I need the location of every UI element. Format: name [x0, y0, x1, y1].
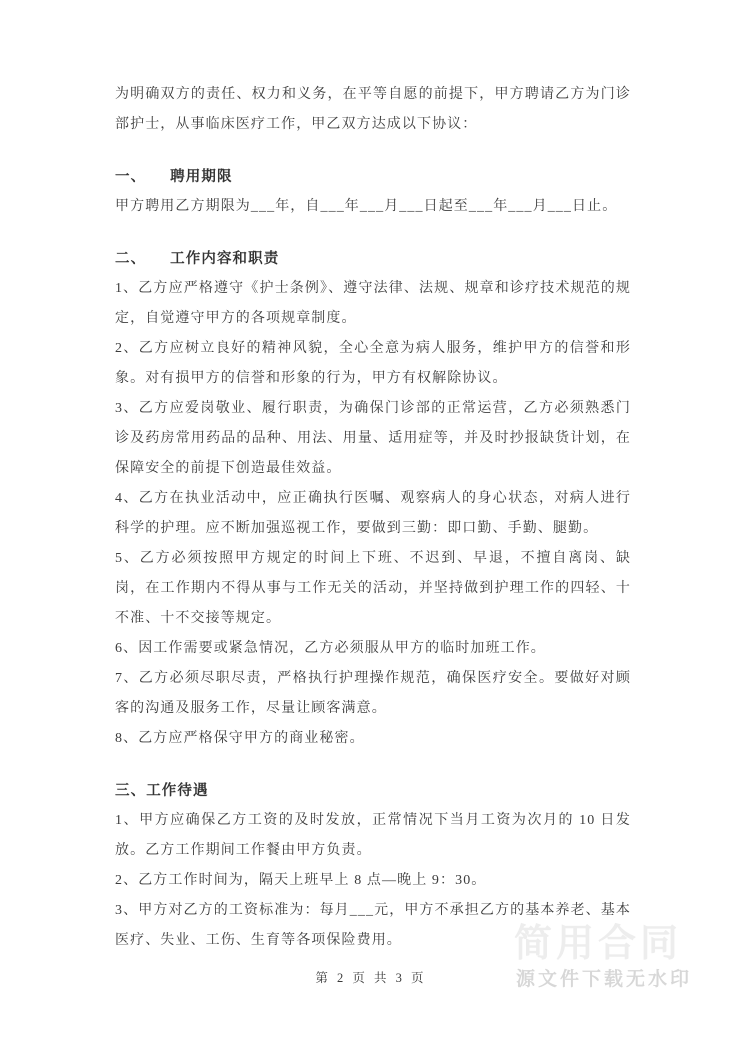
page-number-indicator: 第 2 页 共 3 页	[315, 971, 427, 985]
duties-item-3: 3、乙方应爱岗敬业、履行职责，为确保门诊部的正常运营，乙方必须熟悉门诊及药房常用药品的品种、用法、用量、适用症等，并及时抄报缺货计划，在保障安全的前提下创造最佳效益。	[115, 401, 631, 476]
section-heading-compensation: 三、工作待遇	[115, 783, 209, 799]
duties-item-6: 6、因工作需要或紧急情况，乙方必须服从甲方的临时加班工作。	[115, 641, 546, 656]
duties-item-1: 1、乙方应严格遵守《护士条例》、遵守法律、法规、规章和诊疗技术规范的规定，自觉遵守甲方的各项规章制度。	[115, 281, 631, 326]
duties-item-5: 5、乙方必须按照甲方规定的时间上下班、不迟到、早退，不擅自离岗、缺岗，在工作期内不得从事与工作无关的活动，并坚持做到护理工作的四轻、十不准、十不交接等规定。	[115, 551, 631, 626]
duties-item-2: 2、乙方应树立良好的精神风貌，全心全意为病人服务，维护甲方的信誉和形象。对有损甲方的信誉和形象的行为，甲方有权解除协议。	[115, 341, 631, 386]
intro-paragraph: 为明确双方的责任、权力和义务，在平等自愿的前提下，甲方聘请乙方为门诊部护士，从事临床医疗工作，甲乙双方达成以下协议：	[115, 87, 631, 132]
document-body	[115, 80, 631, 956]
duties-item-4: 4、乙方在执业活动中，应正确执行医嘱、观察病人的身心状态，对病人进行科学的护理。应不断加强巡视工作，要做到三勤：即口勤、手勤、腿勤。	[115, 491, 631, 536]
watermark-subtitle: 源文件下载无水印	[515, 969, 692, 990]
compensation-item-2: 2、乙方工作时间为，隔天上班早上 8 点—晚上 9：30。	[115, 873, 487, 888]
employment-term-paragraph: 甲方聘用乙方期限为___年，自___年___月___日起至___年___月___日止。	[115, 199, 618, 214]
watermark-title: 简用合同	[513, 923, 682, 965]
duties-item-8: 8、乙方应严格保守甲方的商业秘密。	[115, 731, 365, 746]
duties-item-7: 7、乙方必须尽职尽责，严格执行护理操作规范，确保医疗安全。要做好对顾客的沟通及服务工作，尽量让顾客满意。	[115, 671, 631, 716]
compensation-item-1: 1、甲方应确保乙方工资的及时发放，正常情况下当月工资为次月的 10 日发放。乙方工作期间工作餐由甲方负责。	[115, 813, 631, 858]
section-heading-duties: 二、 工作内容和职责	[115, 251, 280, 267]
compensation-item-3: 3、甲方对乙方的工资标准为：每月___元，甲方不承担乙方的基本养老、基本医疗、失业、工伤、生育等各项保险费用。	[115, 903, 631, 948]
section-heading-employment-term: 一、 聘用期限	[115, 169, 233, 185]
